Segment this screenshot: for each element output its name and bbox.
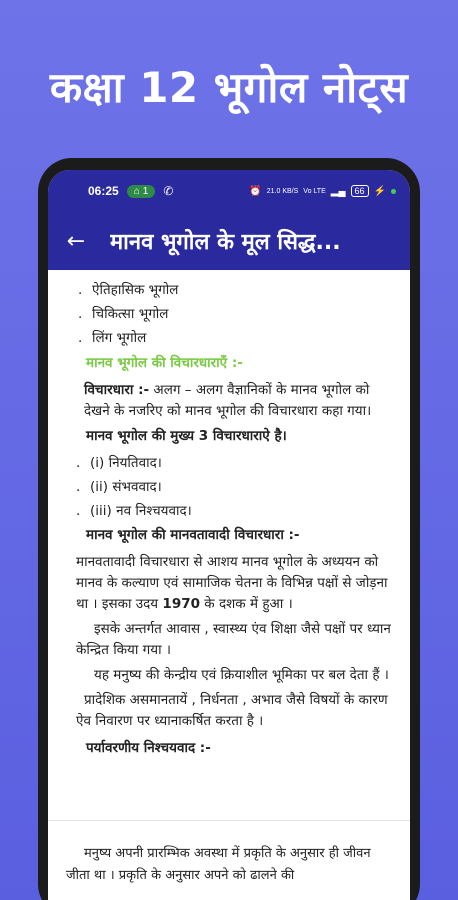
list-item: [76, 477, 396, 498]
list-item: [78, 304, 396, 325]
list-item: [76, 501, 396, 522]
battery-icon: 66: [351, 185, 369, 197]
app-bar: [48, 212, 410, 270]
hotspot-count: 1: [142, 185, 149, 197]
bullet-mark: .: [76, 479, 81, 495]
paragraph-2: [58, 619, 396, 661]
year-text: 1970: [162, 596, 200, 612]
list-item: [76, 453, 396, 474]
list-item-text: चिकित्सा भूगोल: [92, 306, 169, 322]
vichar-label: विचारधारा :-: [84, 382, 150, 398]
volte: Vo LTE: [303, 187, 326, 195]
vichar-paragraph: [58, 380, 396, 422]
paragraph-text: प्रादेशिक असमानतायें , निर्धनता , अभाव जैसे विषयों के कारण ऐव निवारण पर ध्यानाकर्षित करता है ।: [76, 692, 388, 729]
promo-title: कक्षा 12 भूगोल नोट्स: [49, 63, 409, 112]
list-item-text: (i) नियतिवाद।: [90, 455, 162, 471]
charging-icon: ⚡: [373, 185, 386, 197]
back-arrow-icon[interactable]: ←: [66, 228, 86, 254]
bullet-mark: .: [78, 306, 83, 322]
paragraph-1: [58, 552, 396, 615]
bullet-mark: .: [78, 330, 83, 346]
alarm-icon: ⏰: [249, 185, 262, 197]
paragraph-3: [58, 665, 396, 686]
net-speed: 21.0 KB/S: [266, 187, 299, 195]
status-right: [249, 185, 396, 197]
paragraph-text: मानवतावादी विचारधारा से आशय मानव भूगोल के अध्ययन को मानव के कल्याण एवं सामाजिक चेतना के विभिन्न पक्षों से जोड़ना था । इसका उदय: [76, 554, 388, 612]
list-item-text: लिंग भूगोल: [92, 330, 147, 346]
vichar-text: अलग – अलग वैज्ञानिकों के मानव भूगोल को देखने के नजरिए को मानव भूगोल की विचारधारा कहा गया।: [84, 382, 372, 419]
bullet-mark: .: [76, 455, 81, 471]
status-bar: [48, 170, 410, 212]
paragraph-text: यह मनुष्य की केन्द्रीय एवं क्रियाशील भूमिका पर बल देता हैं ।: [94, 667, 389, 683]
phone-screen: [48, 170, 410, 900]
call-icon: ✆: [163, 184, 174, 198]
list-item-text: ऐतिहासिक भूगोल: [92, 282, 179, 298]
article-content[interactable]: [48, 270, 410, 759]
bottom-text: मनुष्य अपनी प्रारम्भिक अवस्था में प्रकृति के अनुसार ही जीवन जीता था । प्रकृति के अनुसार अपने को ढालने की: [66, 846, 371, 883]
list-item-text: (iii) नव निश्चयवाद।: [90, 503, 192, 519]
hotspot-icon: ⌂: [133, 185, 140, 197]
paragraph-text: के दशक में हुआ ।: [200, 596, 293, 612]
notification-dot: [391, 189, 396, 194]
mukhya-heading: मानव भूगोल की मुख्य 3 विचारधाराऐ है।: [86, 428, 287, 444]
hotspot-pill: [127, 185, 156, 198]
paragraph-text: इसके अन्तर्गत आवास , स्वास्थ्य एंव शिक्षा जैसे पक्षों पर ध्यान केन्द्रित किया गया ।: [76, 621, 391, 658]
bullet-mark: .: [76, 503, 81, 519]
paragraph-4: [58, 690, 396, 732]
status-time: 06:25: [88, 184, 119, 198]
list-item: [78, 328, 396, 349]
list-item-text: (ii) संभववाद।: [90, 479, 162, 495]
signal-icon: ▂▄: [330, 185, 346, 197]
paryavaran-heading: पर्यावरणीय निश्चयवाद :-: [86, 740, 211, 756]
section-subheading: मानव भूगोल की विचारधाराएँ :-: [86, 355, 243, 371]
list-item: [78, 280, 396, 301]
manav-heading: मानव भूगोल की मानवतावादी विचारधारा :-: [86, 527, 300, 543]
page-title: मानव भूगोल के मूल सिद्ध...: [110, 230, 341, 255]
bottom-panel: [48, 820, 410, 900]
bullet-mark: .: [78, 282, 83, 298]
